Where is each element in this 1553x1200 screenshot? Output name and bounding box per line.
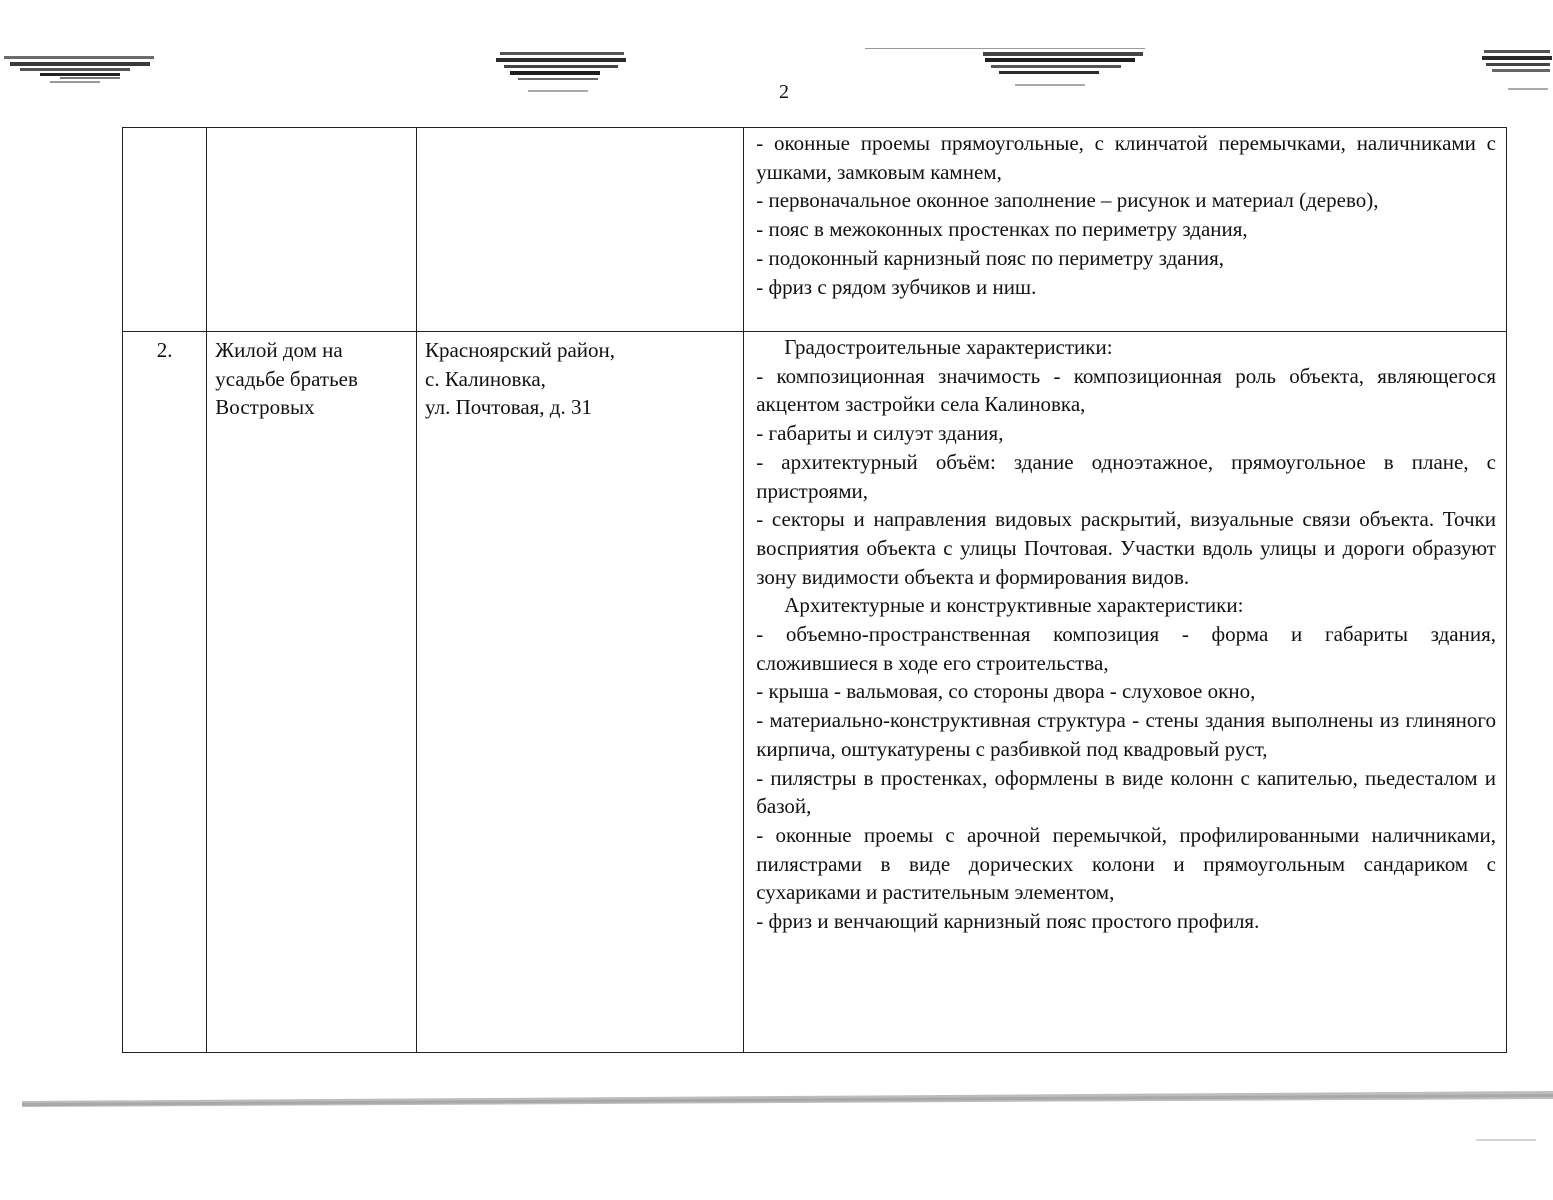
scan-artifact-2 <box>478 50 648 104</box>
description-line: - подоконный карнизный пояс по периметру здания, <box>756 245 1224 270</box>
architectural-characteristics-heading: Архитектурные и конструктивные характеристики: <box>784 593 1244 618</box>
urban-characteristics-heading: Градостроительные характеристики: <box>784 335 1113 359</box>
object-name-cell <box>207 128 417 332</box>
description-line: - материально-конструктивная структура - стены здания выполнены из глиняного кирпича, оштукатурены с разбивкой под квадровый руст, <box>756 708 1496 761</box>
scan-artifact-1 <box>0 50 165 104</box>
address-line: ул. Почтовая, д. 31 <box>425 395 592 420</box>
row-number-cell <box>123 128 207 332</box>
description-line: - фриз и венчающий карнизный пояс простого профиля. <box>756 909 1260 934</box>
scan-artifact-4 <box>1478 46 1553 100</box>
description-line: - композиционная значимость - композиционная роль объекта, являющегося акцентом застройки села Калиновка, <box>756 363 1496 417</box>
object-address-cell <box>417 332 744 1053</box>
table-row <box>123 128 1507 332</box>
description-line: - фриз с рядом зубчиков и ниш. <box>756 274 1037 299</box>
description-line: - секторы и направления видовых раскрытий, визуальные связи объекта. Точки восприятия объекта с улицы Почтовая. Участки вдоль улицы и дороги образуют зону видимости объекта и формирования видов. <box>756 507 1496 589</box>
object-description-cell <box>744 128 1507 332</box>
description-line: - габариты и силуэт здания, <box>756 421 1004 446</box>
table-row <box>123 332 1507 1053</box>
object-address-cell <box>417 128 744 332</box>
description-line: - оконные проемы прямоугольные, с клинчатой перемычками, наличниками с ушками, замковым камнем, <box>756 131 1496 184</box>
object-description-cell <box>744 332 1507 1053</box>
description-line: - пилястры в простенках, оформлены в виде колонн с капителью, пьедесталом и базой, <box>756 765 1496 819</box>
description-line: - пояс в межоконных простенках по периметру здания, <box>756 217 1248 242</box>
scan-footer-band <box>22 1089 1553 1107</box>
object-name-cell: Жилой дом на усадьбе братьев Востровых <box>207 332 417 1053</box>
page-number: 2 <box>779 81 789 103</box>
address-line: Красноярский район, <box>425 338 615 362</box>
description-line: - крыша - вальмовая, со стороны двора - слуховое окно, <box>756 679 1256 704</box>
row-number-cell: 2. <box>123 332 207 1053</box>
scan-corner-mark <box>1476 1139 1536 1141</box>
address-line: с. Калиновка, <box>425 366 546 391</box>
heritage-object-table <box>122 127 1507 1053</box>
scan-artifact-3 <box>865 44 1155 98</box>
description-line: - оконные проемы с арочной перемычкой, профилированными наличниками, пилястрами в виде дорических колони и прямоугольным сандариком с сухариками и растительным элементом, <box>756 822 1496 905</box>
description-line: - объемно-пространственная композиция - форма и габариты здания, сложившиеся в ходе его строительства, <box>756 622 1496 675</box>
description-line: - архитектурный объём: здание одноэтажное, прямоугольное в плане, с пристроями, <box>756 449 1496 503</box>
description-line: - первоначальное оконное заполнение – рисунок и материал (дерево), <box>756 188 1379 213</box>
